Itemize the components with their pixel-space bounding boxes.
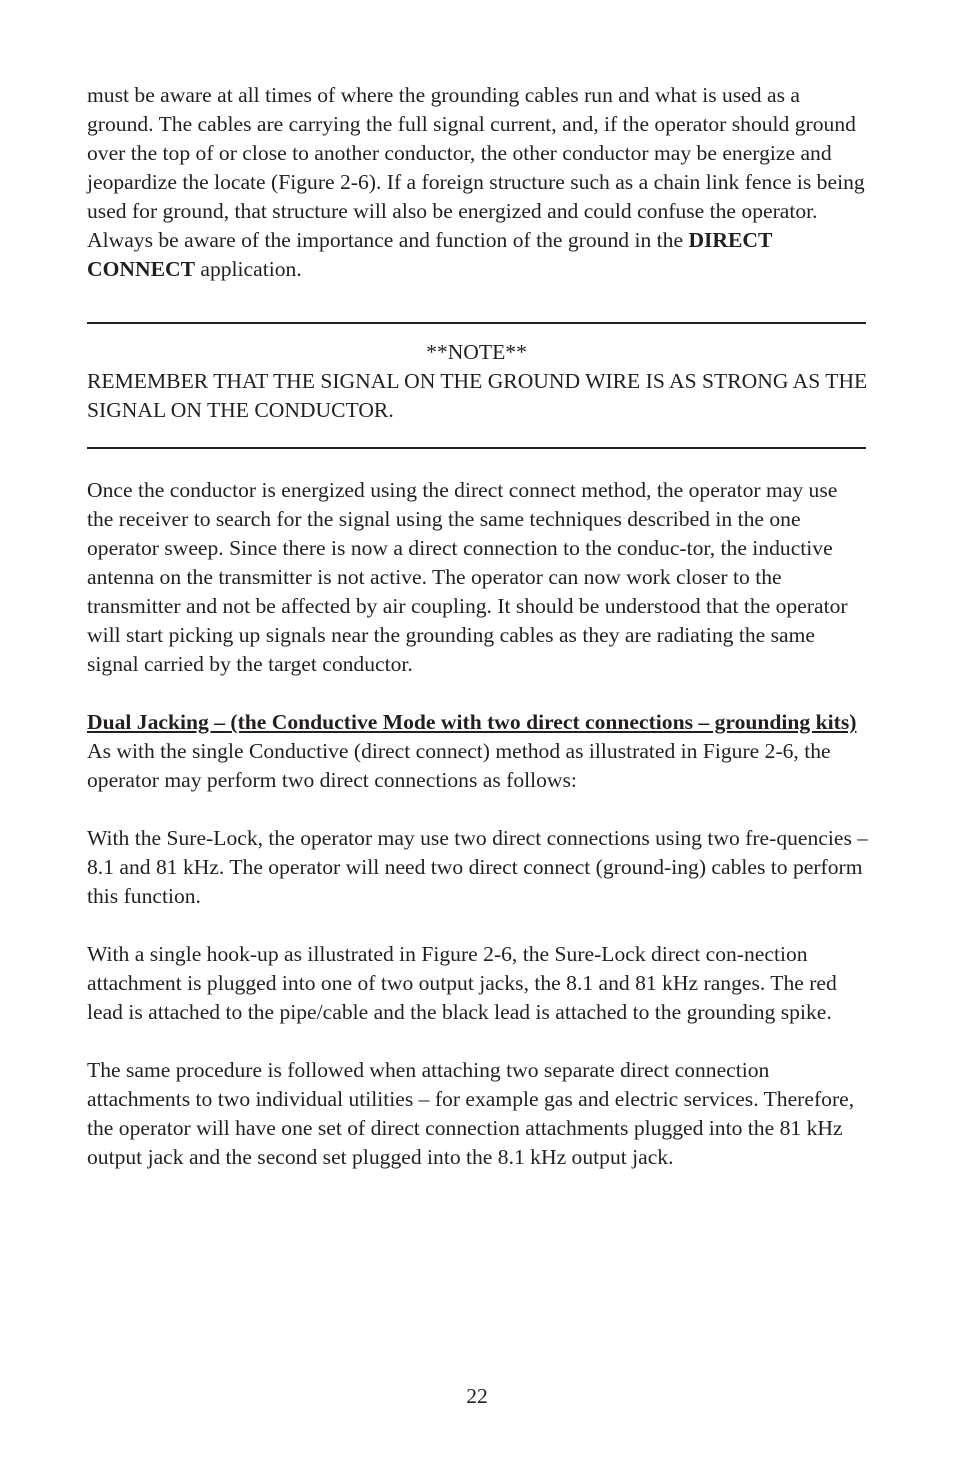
dual-jacking-paragraph-1: As with the single Conductive (direct connect) method as illustrated in Figure 2-6, the operator may perform two direct connections as follows: <box>87 739 831 792</box>
note-title: **NOTE** <box>426 340 527 364</box>
note-body: REMEMBER THAT THE SIGNAL ON THE GROUND WIRE IS AS STRONG AS THE SIGNAL ON THE CONDUCTOR. <box>87 369 868 422</box>
page-number: 22 <box>466 1384 488 1408</box>
note-box <box>87 324 869 447</box>
dual-jacking-paragraph-2: With the Sure-Lock, the operator may use two direct connections using two fre-quencies – 8.1 and 81 kHz. The operator will need two direct connect (ground-ing) cables to perform this function. <box>87 826 869 908</box>
intro-text: must be aware at all times of where the grounding cables run and what is used as a ground. The cables are carrying the full signal current, and, if the operator should ground over the top of or close to another conductor, the other conductor may be energize and jeopardize the locate (Figure 2-6). If a foreign structure such as a chain link fence is being used for ground, that structure will also be energized and could confuse the operator. Always be aware of the importance and function of the ground in the <box>87 83 865 252</box>
dual-jacking-paragraph-4: The same procedure is followed when attaching two separate direct connection attachments to two individual utilities – for example gas and electric services. Therefore, the operator will have one set of direct connection attachments plugged into the 81 kHz output jack and the second set plugged into the 8.1 kHz output jack. <box>87 1058 855 1169</box>
page-content <box>87 81 869 1172</box>
note-bottom-rule <box>87 447 866 449</box>
dual-jacking-paragraph-3: With a single hook-up as illustrated in Figure 2-6, the Sure-Lock direct con-nection attachment is plugged into one of two output jacks, the 8.1 and 81 kHz ranges. The red lead is attached to the pipe/cable and the black lead is attached to the grounding spike. <box>87 942 837 1024</box>
energized-paragraph: Once the conductor is energized using the direct connect method, the operator may use the receiver to search for the signal using the same techniques described in the one operator sweep. Since there is now a direct connection to the conduc-tor, the inductive antenna on the transmitter is not active. The operator can now work closer to the transmitter and not be affected by air coupling. It should be understood that the operator will start picking up signals near the grounding cables as they are radiating the same signal carried by the target conductor. <box>87 478 848 676</box>
intro-text-end: application. <box>194 257 302 281</box>
dual-jacking-heading: Dual Jacking – (the Conductive Mode with two direct connections – grounding kits) <box>87 710 857 734</box>
intro-paragraph <box>87 81 869 284</box>
direct-connect-term: DIRECT CONNECT <box>87 228 773 281</box>
